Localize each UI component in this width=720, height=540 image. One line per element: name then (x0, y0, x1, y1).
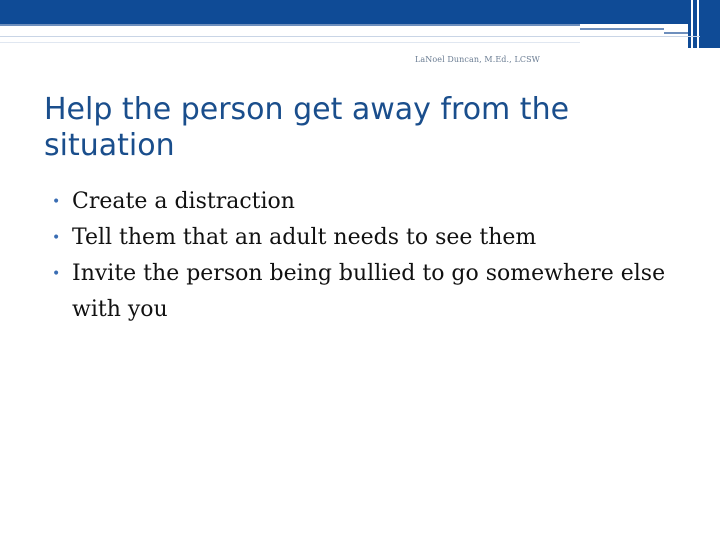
bullet-icon: • (52, 266, 61, 282)
list-item (52, 184, 692, 220)
bullet-text: Tell them that an adult needs to see them (72, 225, 537, 250)
header-divider (0, 42, 580, 43)
header-band-stripe (664, 32, 688, 34)
bullet-icon: • (52, 230, 61, 246)
header-band (0, 0, 720, 24)
header-band-stripe (0, 24, 580, 26)
list-item (52, 220, 692, 256)
author-note: LaNoel Duncan, M.Ed., LCSW (414, 55, 540, 64)
header-divider (0, 36, 700, 37)
bullet-text: Create a distraction (72, 189, 295, 214)
bullet-text: Invite the person being bullied to go somewhere else with you (72, 261, 666, 322)
slide-title: Help the person get away from the situation (44, 92, 570, 163)
bullet-icon: • (52, 194, 61, 210)
bullet-list (52, 184, 692, 328)
header-band-main (0, 0, 688, 24)
list-item (52, 256, 692, 328)
header-band-corner (688, 0, 720, 48)
header-band-stripe (580, 28, 664, 30)
